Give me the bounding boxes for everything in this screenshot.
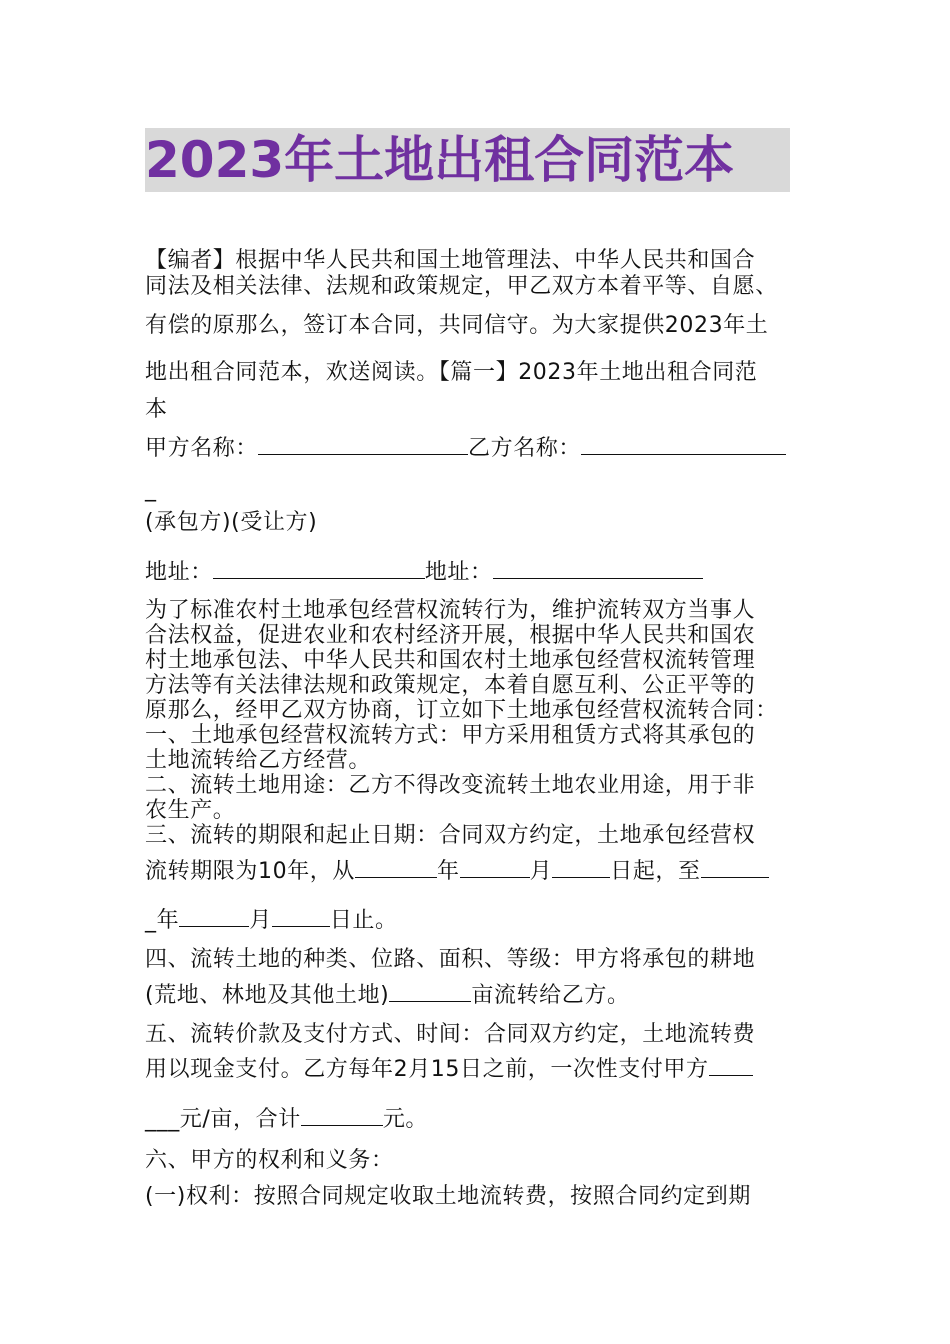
year-label: 年 <box>437 859 460 884</box>
term-start-text: 流转期限为10年，从 <box>145 859 355 884</box>
paragraph-line: 合法权益，促进农业和农村经济开展，根据中华人民共和国农 <box>145 623 756 648</box>
address-line <box>145 560 810 586</box>
start-day-blank[interactable] <box>552 859 610 878</box>
paragraph-line: 原那么，经甲乙双方协商，订立如下土地承包经营权流转合同： <box>145 698 778 723</box>
land-area-blank[interactable] <box>389 983 471 1002</box>
start-month-blank[interactable] <box>460 859 530 878</box>
clause-6-rights: (一)权利：按照合同规定收取土地流转费，按照合同约定到期 <box>145 1184 751 1209</box>
payment-rate-suffix: ___元/亩，合计 <box>145 1107 301 1132</box>
clause-4: 四、流转土地的种类、位路、面积、等级：甲方将承包的耕地 <box>145 947 756 972</box>
paragraph-line: 农生产。 <box>145 798 236 823</box>
page-title: 2023年土地出租合同范本 <box>145 131 735 189</box>
payment-total-line <box>145 1107 810 1133</box>
end-year-blank[interactable] <box>701 859 769 878</box>
party-b-name-blank[interactable] <box>581 436 786 455</box>
title-highlight <box>145 128 790 192</box>
payment-text: 用以现金支付。乙方每年2月15日之前，一次性支付甲方 <box>145 1057 709 1082</box>
day-to-label: 日起，至 <box>610 859 701 884</box>
end-month-label: 月 <box>249 908 272 933</box>
party-b-name-label: 乙方名称： <box>468 436 582 461</box>
paragraph-line: 【编者】根据中华人民共和国土地管理法、中华人民共和国合 <box>145 248 756 273</box>
clause-3: 三、流转的期限和起止日期：合同双方约定，土地承包经营权 <box>145 823 756 848</box>
start-year-blank[interactable] <box>355 859 437 878</box>
paragraph-line: 有偿的原那么，签订本合同，共同信守。为大家提供2023年土 <box>145 313 769 338</box>
paragraph-line: 地出租合同范本，欢送阅读。【篇一】2023年土地出租合同范 <box>145 360 758 385</box>
end-month-blank[interactable] <box>179 908 249 927</box>
land-types-text: (荒地、林地及其他土地) <box>145 983 390 1008</box>
paragraph-line: _ <box>145 477 157 502</box>
end-day-label: 日止。 <box>329 908 398 933</box>
payment-line <box>145 1057 810 1083</box>
paragraph-line: 方法等有关法律法规和政策规定，本着自愿互利、公正平等的 <box>145 673 756 698</box>
clause-5: 五、流转价款及支付方式、时间：合同双方约定，土地流转费 <box>145 1022 756 1047</box>
land-area-line <box>145 983 810 1009</box>
clause-2: 二、流转土地用途：乙方不得改变流转土地农业用途，用于非 <box>145 773 756 798</box>
party-b-address-label: 地址： <box>424 560 493 585</box>
party-names-line <box>145 436 810 462</box>
party-a-name-blank[interactable] <box>258 436 468 455</box>
end-day-blank[interactable] <box>272 908 330 927</box>
end-year-label: _年 <box>145 908 180 933</box>
party-roles-line: (承包方)(受让方) <box>145 510 318 535</box>
clause-1: 一、土地承包经营权流转方式：甲方采用租赁方式将其承包的 <box>145 723 756 748</box>
term-dates-line <box>145 859 810 885</box>
payment-rate-blank[interactable] <box>709 1057 753 1076</box>
party-a-address-blank[interactable] <box>213 560 425 579</box>
payment-total-suffix: 元。 <box>382 1107 429 1132</box>
paragraph-line: 本 <box>145 397 168 422</box>
paragraph-line: 村土地承包法、中华人民共和国农村土地承包经营权流转管理 <box>145 648 756 673</box>
term-end-line <box>145 908 810 934</box>
paragraph-line: 土地流转给乙方经营。 <box>145 748 372 773</box>
payment-total-blank[interactable] <box>301 1107 383 1126</box>
party-a-name-label: 甲方名称： <box>145 436 259 461</box>
month-label: 月 <box>529 859 553 884</box>
party-b-address-blank[interactable] <box>493 560 703 579</box>
party-a-address-label: 地址： <box>145 560 213 585</box>
paragraph-line: 同法及相关法律、法规和政策规定，甲乙双方本着平等、自愿、 <box>145 274 778 299</box>
clause-6: 六、甲方的权利和义务： <box>145 1148 394 1173</box>
land-area-suffix: 亩流转给乙方。 <box>471 983 630 1008</box>
paragraph-line: 为了标准农村土地承包经营权流转行为，维护流转双方当事人 <box>145 598 756 623</box>
